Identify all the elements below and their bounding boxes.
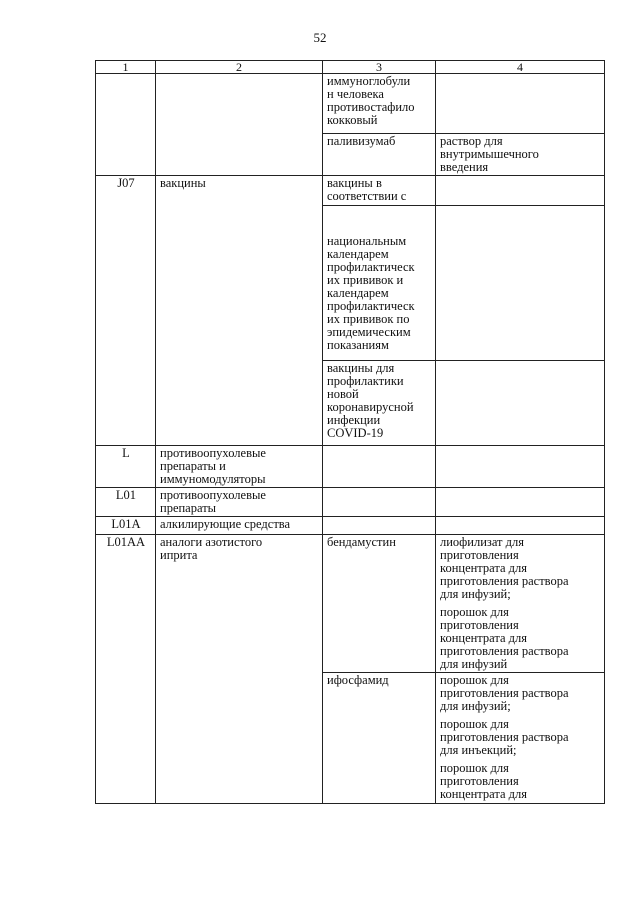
dosage-form: лиофилизат для приготовления концентрата для приготовления раствора для инфузий; bbox=[440, 535, 569, 601]
code-cell bbox=[96, 176, 156, 446]
atc-code: J07 bbox=[117, 176, 135, 190]
group-name: алкилирующие средства bbox=[160, 517, 291, 531]
atc-code: L bbox=[122, 446, 130, 460]
drug-name-cell bbox=[323, 673, 436, 804]
dosage-form-cell bbox=[436, 74, 605, 134]
code-cell bbox=[96, 535, 156, 804]
table-row bbox=[96, 488, 605, 517]
dosage-form: порошок для приготовления концентрата для приготовления раствора для инфузий bbox=[440, 605, 569, 671]
group-name-cell bbox=[156, 176, 323, 446]
group-name-cell bbox=[156, 488, 323, 517]
group-name-cell bbox=[156, 517, 323, 535]
drug-name-cell bbox=[323, 517, 436, 535]
drug-name: вакцины для профилактики новой коронавирусной инфекции COVID-19 bbox=[327, 361, 414, 440]
group-name-cell bbox=[156, 74, 323, 176]
code-cell bbox=[96, 446, 156, 488]
dosage-form: раствор для внутримышечного введения bbox=[440, 134, 539, 174]
drug-name: вакцины в соответствии с bbox=[327, 176, 407, 203]
group-name: противоопухолевые препараты и иммуномодуляторы bbox=[160, 446, 266, 486]
dosage-form-cell bbox=[436, 206, 605, 361]
dosage-form-cell bbox=[436, 488, 605, 517]
dosage-form-cell bbox=[436, 446, 605, 488]
drug-name-cell bbox=[323, 535, 436, 673]
group-name-cell bbox=[156, 446, 323, 488]
column-header: 3 bbox=[323, 61, 436, 74]
column-header: 4 bbox=[436, 61, 605, 74]
group-name: противоопухолевые препараты bbox=[160, 488, 266, 515]
dosage-form-cell bbox=[436, 517, 605, 535]
dosage-form-cell bbox=[436, 361, 605, 446]
drug-name-cell bbox=[323, 206, 436, 361]
group-name: аналоги азотистого иприта bbox=[160, 535, 263, 562]
group-name-cell bbox=[156, 535, 323, 804]
drug-table bbox=[95, 60, 605, 804]
atc-code: L01A bbox=[111, 517, 141, 531]
table-row bbox=[96, 74, 605, 134]
dosage-form-cell bbox=[436, 535, 605, 673]
table-header-row bbox=[96, 61, 605, 74]
dosage-form: порошок для приготовления концентрата для bbox=[440, 761, 528, 801]
code-cell bbox=[96, 74, 156, 176]
drug-name-cell bbox=[323, 134, 436, 176]
code-cell bbox=[96, 517, 156, 535]
dosage-form-cell bbox=[436, 134, 605, 176]
drug-name-cell bbox=[323, 74, 436, 134]
page-number: 52 bbox=[313, 30, 327, 45]
atc-code: L01AA bbox=[106, 535, 146, 549]
dosage-form: порошок для приготовления раствора для инфузий; bbox=[440, 673, 569, 713]
drug-name: бендамустин bbox=[327, 535, 396, 549]
dosage-form: порошок для приготовления раствора для инъекций; bbox=[440, 717, 569, 757]
code-cell bbox=[96, 488, 156, 517]
dosage-form-cell bbox=[436, 176, 605, 206]
table-row bbox=[96, 517, 605, 535]
table-row bbox=[96, 176, 605, 206]
drug-name-cell bbox=[323, 488, 436, 517]
drug-name: ифосфамид bbox=[327, 673, 389, 687]
group-name: вакцины bbox=[160, 176, 206, 190]
drug-name: паливизумаб bbox=[327, 134, 396, 148]
drug-name-cell bbox=[323, 361, 436, 446]
column-header: 2 bbox=[156, 61, 323, 74]
column-header: 1 bbox=[96, 61, 156, 74]
table-row bbox=[96, 446, 605, 488]
drug-name: иммуноглобули н человека противостафило кокковый bbox=[327, 74, 415, 127]
drug-name-cell bbox=[323, 176, 436, 206]
atc-code: L01 bbox=[115, 488, 137, 502]
drug-name-cell bbox=[323, 446, 436, 488]
dosage-form-cell bbox=[436, 673, 605, 804]
table-row bbox=[96, 535, 605, 673]
drug-name: национальным календарем профилактическ их прививок и календарем профилактическ их прививок по эпидемическим показаниям bbox=[327, 234, 415, 352]
